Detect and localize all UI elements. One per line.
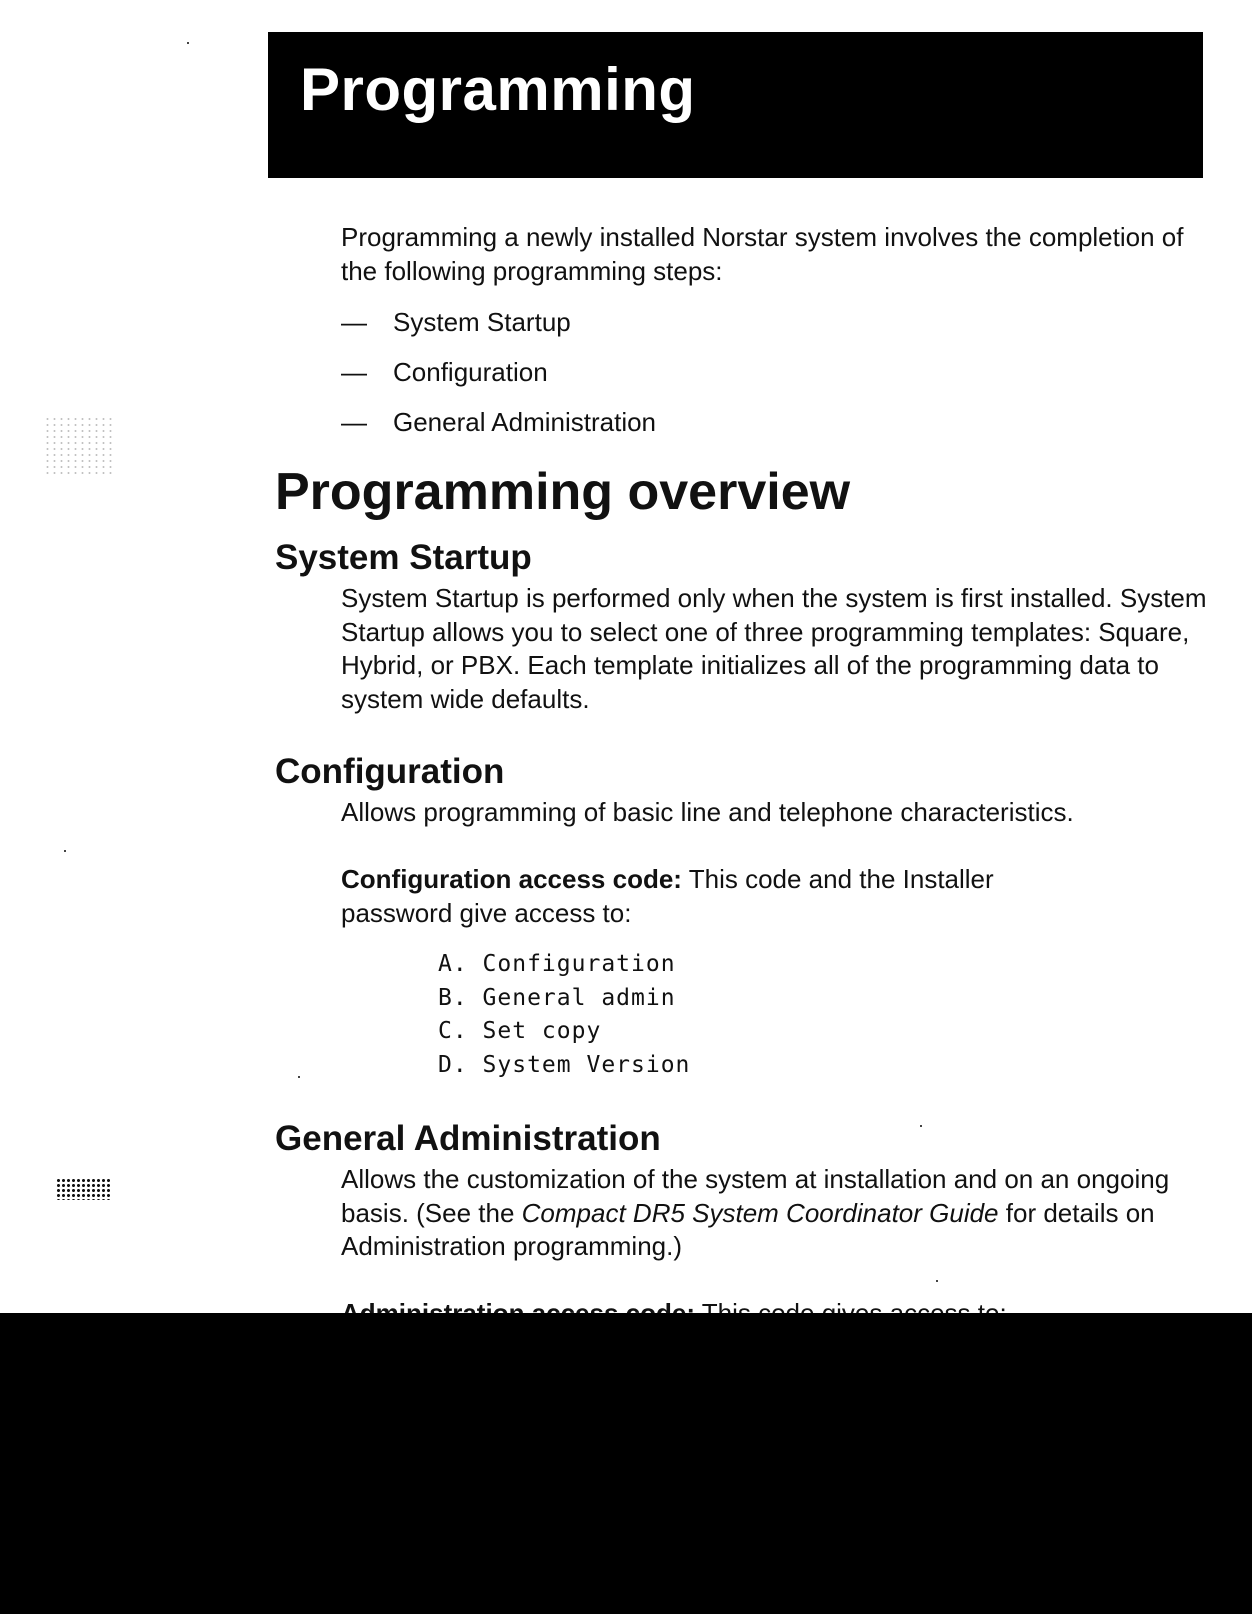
redaction-block xyxy=(0,1313,1252,1614)
scan-artifact xyxy=(56,1178,110,1200)
configuration-display-menu xyxy=(438,948,690,1082)
general-administration-heading: General Administration xyxy=(275,1119,661,1158)
display-menu-item: A. Configuration xyxy=(438,951,676,977)
dash-bullet: — xyxy=(341,407,367,437)
scan-speck xyxy=(920,1125,922,1127)
chapter-title: Programming xyxy=(300,56,696,123)
configuration-access-paragraph xyxy=(341,863,1101,930)
scan-speck xyxy=(936,1280,938,1282)
display-menu-item: D. System Version xyxy=(438,1051,691,1078)
general-admin-text-before: Allows the customization of the system at installation and on an ongoing basis. (See the xyxy=(341,1164,1170,1228)
configuration-paragraph: Allows programming of basic line and telephone characteristics. xyxy=(341,797,1074,827)
list-item xyxy=(341,352,1041,402)
list-item xyxy=(341,302,1041,352)
configuration-heading: Configuration xyxy=(275,752,505,791)
system-startup-heading: System Startup xyxy=(275,538,532,577)
intro-paragraph: Programming a newly installed Norstar system involves the completion of the following programming steps: xyxy=(341,222,1184,286)
general-admin-text-after: for details on Administration programming.) xyxy=(341,1197,1155,1261)
dash-bullet: — xyxy=(341,307,367,337)
configuration-access-text: This code and the Installer password give access to: xyxy=(341,864,994,928)
scan-speck xyxy=(298,1076,300,1078)
display-menu-item: B. General admin xyxy=(438,984,676,1011)
chapter-banner xyxy=(268,32,1203,178)
general-administration-paragraph xyxy=(341,1163,1221,1264)
scan-speck xyxy=(187,42,189,44)
configuration-access-label: Configuration access code: xyxy=(341,864,682,894)
scan-speck xyxy=(64,850,66,852)
system-startup-paragraph: System Startup is performed only when the system is first installed. System Startup allows you to select one of three programming templates: Square, Hybrid, or PBX. Each template initializes all of the programming data to system wide defaults. xyxy=(341,583,1207,714)
guide-title: Compact DR5 System Coordinator Guide xyxy=(521,1197,999,1228)
display-menu-item: C. Set copy xyxy=(438,1018,602,1044)
list-item xyxy=(341,402,1041,452)
programming-steps-list xyxy=(341,302,1041,452)
step-label: System Startup xyxy=(393,307,571,337)
step-label: Configuration xyxy=(393,357,548,387)
overview-heading: Programming overview xyxy=(275,463,851,521)
dash-bullet: — xyxy=(341,357,367,387)
scan-noise xyxy=(44,416,116,476)
step-label: General Administration xyxy=(393,407,657,437)
